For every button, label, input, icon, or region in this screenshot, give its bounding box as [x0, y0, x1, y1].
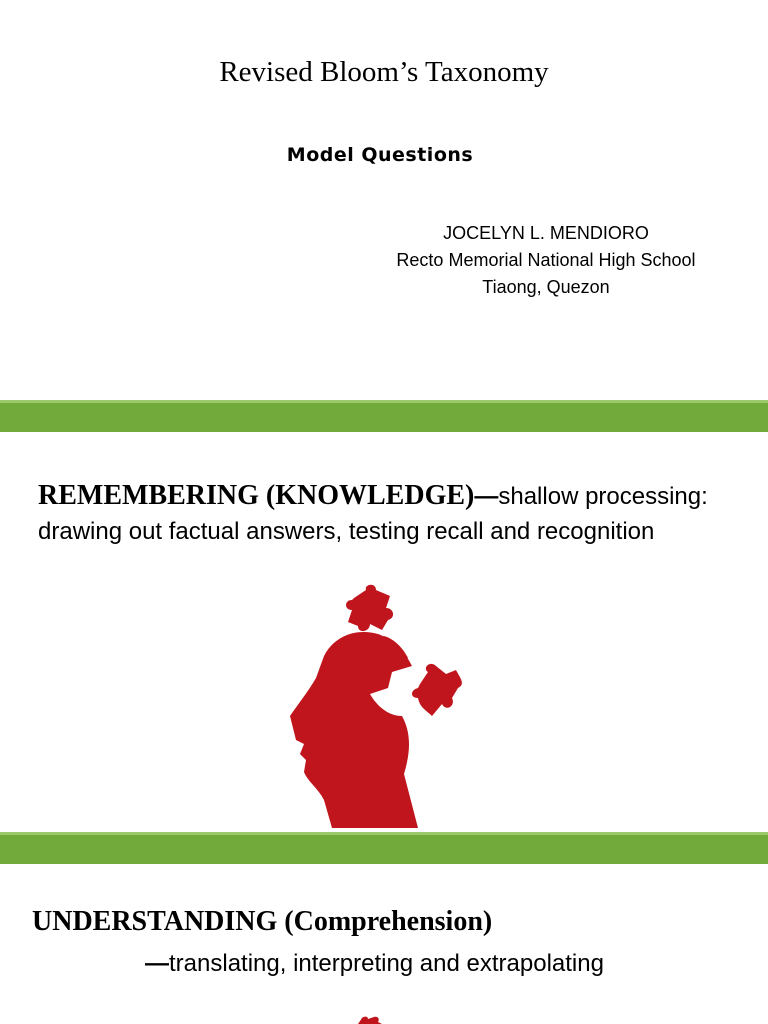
understanding-description-line	[145, 950, 604, 978]
author-location: Tiaong, Quezon	[482, 277, 610, 297]
dash: —	[145, 950, 169, 977]
slide-subtitle: Model Questions	[286, 144, 474, 166]
slide-understanding	[0, 864, 768, 1024]
slide-remembering	[0, 432, 768, 832]
author-block	[346, 220, 746, 301]
understanding-heading: UNDERSTANDING (Comprehension)	[32, 906, 493, 937]
author-name: JOCELYN L. MENDIORO	[443, 223, 649, 243]
author-school: Recto Memorial National High School	[396, 250, 696, 270]
puzzle-head-icon	[286, 584, 466, 829]
slide-divider	[0, 832, 768, 864]
remembering-description: shallow processing: drawing out factual answers, testing recall and recognition	[38, 483, 708, 545]
dash: —	[474, 483, 499, 510]
slide-divider	[0, 400, 768, 432]
slide-title	[0, 0, 768, 400]
remembering-text	[38, 478, 738, 549]
puzzle-piece-icon	[352, 1016, 392, 1024]
remembering-heading: REMEMBERING (KNOWLEDGE)	[38, 480, 475, 511]
slide-title-heading: Revised Bloom’s Taxonomy	[219, 56, 549, 88]
understanding-description: translating, interpreting and extrapolating	[169, 950, 604, 977]
